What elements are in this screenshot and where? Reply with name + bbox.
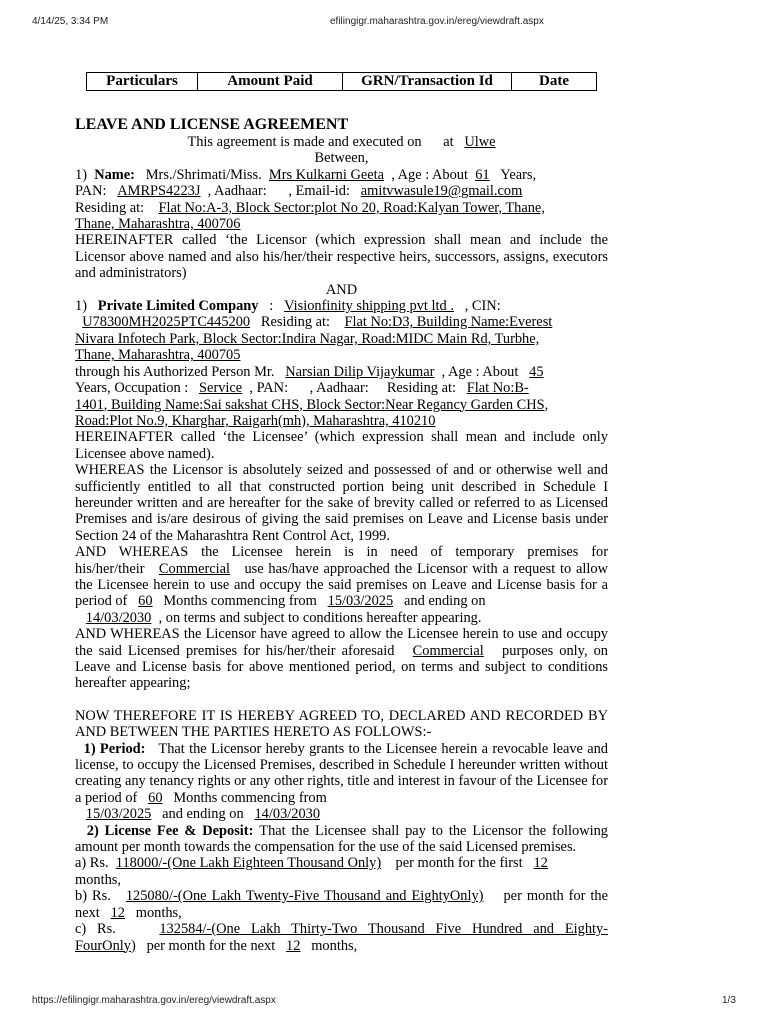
whereas-2-use: Commercial xyxy=(158,560,231,577)
licensor-hereinafter: HEREINAFTER called ‘the Licensor (which expression shall mean and include the Licensor above named and also his/her/their respective heirs, successors, assigns, executors and administrators) xyxy=(75,232,608,282)
whereas-3-b: purposes only, on Leave and License basis for above mentioned period, on terms and subject to conditions hereafter appearing; xyxy=(75,642,609,692)
clause-period-a: That the Licensor hereby grants to the Licensee herein a revocable leave and license, to occupy the Licensed Premises, described in Schedule I hereunder written without creating any tenancy rights or any other rights, title and interest in favour of the Licensee for a period of xyxy=(75,740,609,806)
licensor-salutation: Mrs./Shrimati/Miss. xyxy=(145,166,262,183)
fee-c-amount: 132584/-(One Lakh Thirty-Two Thousand Five Hundred and Eighty-FourOnly) xyxy=(75,921,609,954)
payment-table xyxy=(86,72,597,91)
clause-fee-label: 2) License Fee & Deposit: xyxy=(86,822,254,839)
licensor-pan-label: PAN: xyxy=(75,183,107,200)
licensee-years-occupation: Years, Occupation : xyxy=(75,380,189,397)
print-url-header: efilingigr.maharashtra.gov.in/ereg/viewdraft.aspx xyxy=(330,16,544,27)
clause-period-b: Months commencing from xyxy=(173,789,327,806)
whereas-2-e: , on terms and subject to conditions hereafter appearing. xyxy=(158,609,482,626)
licensee-occupation: Service xyxy=(199,380,243,397)
licensee-block xyxy=(75,298,608,429)
fee-b xyxy=(75,888,608,921)
agreement-body xyxy=(75,115,608,954)
whereas-2-a: AND WHEREAS the Licensee herein is in need of temporary premises for his/her/their xyxy=(75,544,608,577)
licensee-company: Visionfinity shipping pvt ltd . xyxy=(284,298,454,315)
licensee-cin-label: , CIN: xyxy=(464,298,501,315)
fee-c-months: 12 xyxy=(286,937,301,954)
agreement-title: LEAVE AND LICENSE AGREEMENT xyxy=(75,116,349,133)
made-at-prefix: This agreement is made and executed on xyxy=(187,134,422,150)
place-value: Ulwe xyxy=(464,134,496,150)
licensee-colon: : xyxy=(269,298,274,315)
licensee-address-2: Nivara Infotech Park, Block Sector:Indira Nagar, Road:MIDC Main Rd, Turbhe, xyxy=(75,330,540,347)
licensor-num: 1) xyxy=(75,166,87,183)
licensor-block xyxy=(75,167,608,233)
whereas-2 xyxy=(75,544,608,626)
fee-a-suffix: months, xyxy=(75,871,121,888)
licensee-address-3: Thane, Maharashtra, 400705 xyxy=(75,347,241,364)
licensee-res-1: Flat No:B- xyxy=(466,380,529,397)
fee-c-suffix: months, xyxy=(311,937,358,954)
whereas-2-d: and ending on xyxy=(403,593,486,610)
licensor-pan: AMRPS4223J xyxy=(117,183,201,200)
fee-a-months: 12 xyxy=(533,855,548,872)
fee-c xyxy=(75,921,608,954)
licensee-age: 45 xyxy=(529,363,544,380)
col-date: Date xyxy=(512,73,597,91)
licensee-aadhaar-label: , Aadhaar: xyxy=(309,380,369,397)
fee-b-suffix: months, xyxy=(135,904,182,921)
col-grn-transaction-id: GRN/Transaction Id xyxy=(343,73,512,91)
col-amount-paid: Amount Paid xyxy=(198,73,343,91)
now-therefore: NOW THEREFORE IT IS HEREBY AGREED TO, DECLARED AND RECORDED BY AND BETWEEN THE PARTIES HERETO AS FOLLOWS:- xyxy=(75,707,608,741)
licensor-email-label: , Email-id: xyxy=(288,183,350,200)
fee-b-prefix: b) Rs. xyxy=(75,888,111,905)
whereas-1: WHEREAS the Licensor is absolutely seized and possessed of and or otherwise well and sufficiently entitled to all that constructed portion being unit described in Schedule I hereunder written and are hereafter for the sake of brevity called or referred to as Licensed Premises and is/are desirous of giving the said premises on Leave and License basis under Section 24 of the Maharashtra Rent Control Act, 1999. xyxy=(75,462,608,544)
and-separator: AND xyxy=(325,281,358,298)
licensor-age: 61 xyxy=(475,166,490,183)
made-at-line xyxy=(75,134,608,150)
licensee-pan-label: , PAN: xyxy=(249,380,289,397)
fee-a-prefix: a) Rs. xyxy=(75,855,109,872)
whereas-2-start: 15/03/2025 xyxy=(327,593,394,610)
licensor-address-1: Flat No:A-3, Block Sector:plot No 20, Road:Kalyan Tower, Thane, xyxy=(158,199,545,216)
fee-a-amount: 118000/-(One Lakh Eighteen Thousand Only) xyxy=(115,855,382,872)
fee-c-mid: per month for the next xyxy=(146,937,276,954)
clause-fee xyxy=(75,823,608,856)
made-at-mid: at xyxy=(443,134,454,150)
clause-period-c: and ending on xyxy=(162,806,244,823)
print-datetime: 4/14/25, 3:34 PM xyxy=(32,16,109,27)
print-url-footer: https://efilingigr.maharashtra.gov.in/ereg/viewdraft.aspx xyxy=(32,995,276,1006)
page-number: 1/3 xyxy=(722,995,736,1006)
licensee-through: through his Authorized Person Mr. xyxy=(75,363,275,380)
licensee-residing-label: Residing at: xyxy=(260,314,331,331)
clause-period-months: 60 xyxy=(148,789,163,806)
fee-a-mid: per month for the first xyxy=(395,855,523,872)
licensee-hereinafter: HEREINAFTER called ‘the Licensee’ (which expression shall mean and include only Licensee above named). xyxy=(75,429,608,462)
spacer xyxy=(75,692,608,708)
fee-b-months: 12 xyxy=(110,904,125,921)
licensee-address-1: Flat No:D3, Building Name:Everest xyxy=(344,314,553,331)
whereas-3 xyxy=(75,626,608,692)
licensee-type: Private Limited Company xyxy=(97,298,259,315)
licensor-name-label: Name: xyxy=(94,166,135,183)
licensor-residing-label: Residing at: xyxy=(75,199,145,216)
between-label: Between, xyxy=(314,150,369,167)
licensee-cin: U78300MH2025PTC445200 xyxy=(82,314,251,331)
licensee-residing-label-2: Residing at: xyxy=(386,380,456,397)
whereas-2-c: Months commencing from xyxy=(163,593,317,610)
licensor-email: amitvwasule19@gmail.com xyxy=(360,183,523,200)
col-particulars: Particulars xyxy=(87,73,198,91)
licensee-res-3: Road:Plot No.9, Kharghar, Raigarh(mh), Maharashtra, 410210 xyxy=(75,412,436,429)
licensor-address-2: Thane, Maharashtra, 400706 xyxy=(75,216,241,233)
licensor-years: Years, xyxy=(500,166,537,183)
fee-a xyxy=(75,855,608,888)
whereas-2-end: 14/03/2030 xyxy=(85,609,152,626)
fee-b-mid: per month for the next xyxy=(75,888,609,921)
licensee-age-label: , Age : About xyxy=(441,363,519,380)
clause-period-label: 1) Period: xyxy=(83,740,146,757)
licensor-name: Mrs Kulkarni Geeta xyxy=(268,166,385,183)
clause-period-end: 14/03/2030 xyxy=(254,806,321,823)
payment-table-header-row xyxy=(87,73,597,91)
whereas-3-use: Commercial xyxy=(412,642,484,659)
licensee-person: Narsian Dilip Vijaykumar xyxy=(285,363,435,380)
fee-b-amount: 125080/-(One Lakh Twenty-Five Thousand and EightyOnly) xyxy=(125,888,484,905)
licensor-aadhaar-label: , Aadhaar: xyxy=(207,183,267,200)
licensee-res-2: 1401, Building Name:Sai sakshat CHS, Block Sector:Near Regancy Garden CHS, xyxy=(75,396,549,413)
clause-period xyxy=(75,741,608,823)
fee-c-prefix: c) Rs. xyxy=(75,921,116,938)
licensee-num: 1) xyxy=(75,298,87,315)
licensor-age-label: , Age : About xyxy=(391,166,468,183)
whereas-2-b: use has/have approached the Licensor with a request to allow the Licensee herein to use and occupy the said premises on Leave and License basis for a period of xyxy=(75,560,608,610)
clause-fee-text: That the Licensee shall pay to the Licensor the following amount per month towards the compensation for the use of the said Licensed premises. xyxy=(75,822,608,856)
whereas-2-months: 60 xyxy=(138,593,153,610)
clause-period-start: 15/03/2025 xyxy=(85,806,152,823)
whereas-3-a: AND WHEREAS the Licensor have agreed to allow the Licensee herein to use and occupy the said Licensed premises for his/her/their aforesaid xyxy=(75,626,608,659)
